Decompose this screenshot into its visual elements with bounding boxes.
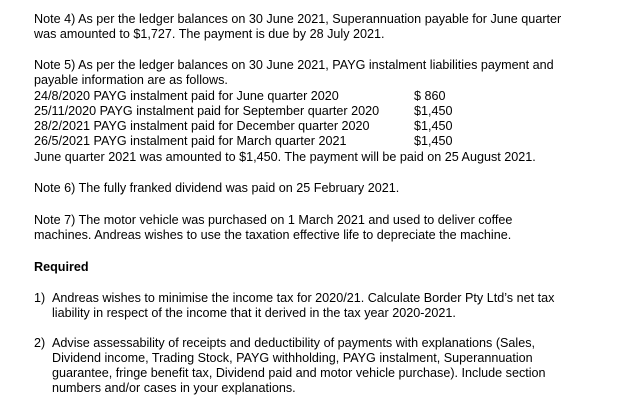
payg-row-label: 28/2/2021 PAYG instalment paid for December quarter 2020 (34, 119, 370, 133)
note5-line2: payable information are as follows. (34, 73, 228, 87)
payg-row-amount: $1,450 (414, 104, 453, 118)
note5-line-last: June quarter 2021 was amounted to $1,450. The payment will be paid on 25 August 2021. (34, 150, 536, 164)
required-item-line: Advise assessability of receipts and deductibility of payments with explanations (Sales, (52, 336, 536, 350)
payg-row-amount: $1,450 (414, 134, 453, 148)
note7-line1: Note 7) The motor vehicle was purchased on 1 March 2021 and used to deliver coffee (34, 213, 513, 227)
payg-row-label: 25/11/2020 PAYG instalment paid for September quarter 2020 (34, 104, 380, 118)
required-item-line: liability in respect of the income that it derived in the tax year 2020-2021. (52, 306, 456, 320)
required-item-line: Andreas wishes to minimise the income tax for 2020/21. Calculate Border Pty Ltd’s net tax (52, 291, 555, 305)
required-heading: Required (34, 260, 89, 274)
payg-row-label: 24/8/2020 PAYG instalment paid for June quarter 2020 (34, 89, 339, 103)
note4-line1: Note 4) As per the ledger balances on 30 June 2021, Superannuation payable for June quarter (34, 12, 562, 26)
payg-row-label: 26/5/2021 PAYG instalment paid for March quarter 2021 (34, 134, 347, 148)
note6-line1: Note 6) The fully franked dividend was paid on 25 February 2021. (34, 181, 400, 195)
note5-line1: Note 5) As per the ledger balances on 30 June 2021, PAYG instalment liabilities payment and (34, 58, 554, 72)
required-item-number: 2) (34, 336, 46, 350)
required-item-line: Dividend income, Trading Stock, PAYG withholding, PAYG instalment, Superannuation (52, 351, 533, 365)
required-item-line: guarantee, fringe benefit tax, Dividend paid and motor vehicle purchase). Include section (52, 366, 546, 380)
payg-row-amount: $ 860 (414, 89, 446, 103)
required-item-line: numbers and/or cases in your explanations. (52, 381, 296, 395)
note4-line2: was amounted to $1,727. The payment is due by 28 July 2021. (34, 27, 385, 41)
note7-line2: machines. Andreas wishes to use the taxation effective life to depreciate the machine. (34, 228, 512, 242)
payg-row-amount: $1,450 (414, 119, 453, 133)
required-item-number: 1) (34, 291, 46, 305)
